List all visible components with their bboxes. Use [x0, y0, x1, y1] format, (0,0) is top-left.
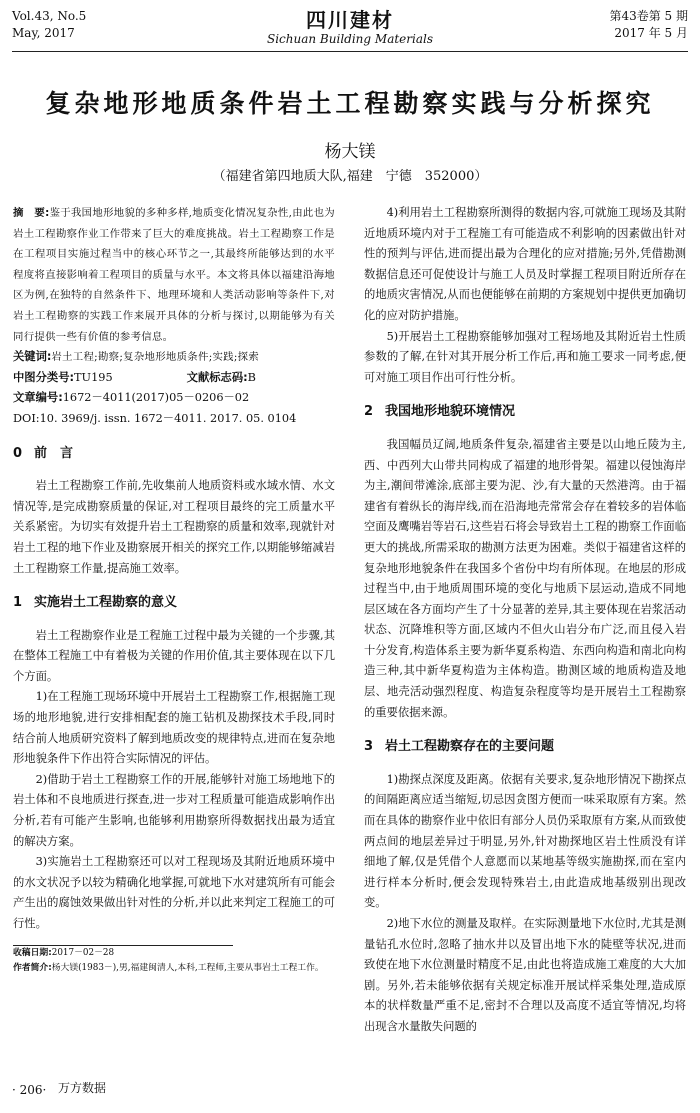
- article-no-label: 文章编号:: [13, 391, 63, 405]
- section-heading-3: [364, 737, 686, 758]
- clc-value: TU195: [74, 370, 113, 384]
- paragraph: 5)开展岩土工程勘察能够加强对工程场地及其附近岩土性质参数的了解,在针对其开展分析工作后,再和施工要求一同考虑,便可对施工项目作出可行性分析。: [364, 329, 686, 384]
- abstract-label: 摘 要:: [13, 207, 50, 219]
- date-cn: 2017 年 5 月: [614, 26, 688, 40]
- section-heading-1: [13, 593, 335, 614]
- doi: DOI:10. 3969/j. issn. 1672－4011. 2017. 05. 0104: [13, 411, 297, 425]
- section-title: 岩土工程勘察存在的主要问题: [385, 739, 555, 755]
- header-center: [12, 8, 688, 46]
- left-column: [13, 203, 335, 976]
- article-no-value: 1672－4011(2017)05－0206－02: [62, 391, 250, 405]
- footnote-author: [13, 961, 335, 976]
- running-header: [12, 8, 688, 52]
- journal-name-en: Sichuan Building Materials: [267, 32, 433, 46]
- abstract: [13, 203, 335, 347]
- section-title: 我国地形地貌环境情况: [385, 404, 516, 420]
- section-number: 3: [364, 739, 374, 755]
- section-title: 实施岩土工程勘察的意义: [34, 595, 178, 611]
- received-date: 2017－02－28: [51, 947, 115, 958]
- paragraph: 岩土工程勘察工作前,先收集前人地质资料或水域水情、水文情况等,是完成勘察质量的保证,对工程项目最终的完工质量水平关系紧密。为切实有效提升岩土工程勘察的质量和效率,现就针对岩土工程的地下作业及勘察展开相关的探究工作,以期能够缩减岩土工程勘察工作量,提高施工效率。: [13, 479, 335, 575]
- received-label: 收稿日期:: [13, 947, 52, 958]
- paragraph: 1)勘探点深度及距离。依据有关要求,复杂地形情况下勘探点的间隔距离应适当缩短,切忌因贪图方便而一味采取原有方案。然而在具体的勘察作业中依旧有部分人员仍采取原有方案,从而致使两点间的地层差异过于明显,另外,针对勘探地区岩土性质没有详细地了解,仅是凭借个人意愿而以某地基等级实施勘探,而在室内进行样本分析时,便会发现特殊岩土,由此造成地基级别出现改变。: [364, 772, 686, 910]
- volume-cn: 第43卷第 5 期: [609, 9, 688, 23]
- article-number-line: [13, 388, 335, 409]
- header-right: [609, 8, 688, 42]
- keywords-text: 岩土工程;勘察;复杂地形地质条件;实践;探索: [51, 351, 260, 364]
- date-en: May, 2017: [12, 26, 75, 40]
- author-name: 杨大镁: [324, 142, 376, 162]
- footnote-received: [13, 946, 335, 961]
- paragraph: 1)在工程施工现场环境中开展岩土工程勘察工作,根据施工现场的地形地貌,进行安排相配套的施工钻机及勘探技术手段,同时结合前人地质研究资料了解到地质改变的规律特点,进而在复杂地形地貌条件下作出符合实际情况的评估。: [13, 690, 335, 766]
- page-number: · 206·: [12, 1083, 47, 1097]
- paragraph: 2)地下水位的测量及取样。在实际测量地下水位时,尤其是测量钻孔水位时,忽略了抽水井以及冒出地下水的陡壁等状况,进而致使在地下水位测量时精度不足,由此也将造成施工难度的大大加剧。另外,若未能够依据有关规定标准开展试样采集处理,造成原本的状样数量严重不足,密封不合理以及高度不适宜等情况,均将出现含水量散失问题的: [364, 917, 686, 1033]
- keywords: [13, 347, 335, 368]
- article-title: 复杂地形地质条件岩土工程勘察实践与分析探究: [45, 89, 655, 118]
- clc-label: 中图分类号:: [13, 370, 75, 384]
- author-bio-label: 作者简介:: [13, 962, 52, 973]
- section-heading-2: [364, 402, 686, 423]
- header-rule: [12, 51, 688, 52]
- paragraph: 我国幅员辽阔,地质条件复杂,福建省主要是以山地丘陵为主,西、中西列大山带共同构成了福建的地形骨架。福建以侵蚀海岸为主,潮间带滩涂,底部主要为泥、沙,有大量的天然港湾。由于福建省有着纵长的海岸线,而在沿海地壳常常会存在着较多的岩体临空面及鹰嘴岩等岩石,这些岩石将会导致岩土工程的勘察工作面临更大的挑战,所需采取的勘测方法更为困难。类似于福建省这样的复杂地形地貌条件在我国多个省份中均有所体现。在地层的形成过程当中,由于地质周围环境的变化与地质下层运动,造成不同地层区域在各方面均产生了十分显著的差异,其主要体现在岩浆活动状态、沉降堆积等方面,区域内不但火山岩分布广泛,而且侵入岩十分发育,构造体系主要为新华夏系构造、东西向构造和南北向构造三种,其中新华夏构造为主体构造。勘测区域的地质构造及地层、地壳活动强烈程度、构造复杂程度等均是开展岩土工程勘察的重要依据来源。: [364, 437, 686, 719]
- section-heading-0: [13, 444, 335, 465]
- abstract-text: 鉴于我国地形地貌的多种多样,地质变化情况复杂性,由此也为岩土工程勘察作业工作带来了巨大的难度挑战。岩土工程勘察工作是在工程项目实施过程当中的核心环节之一,其最终所能够达到的水平程度将直接影响着工程项目的质量与水平。本文将具体以福建沿海地区为例,在独特的自然条件下、地理环境和人类活动影响等条件下,对岩土工程勘察的实践工作来展开具体的分析与探讨,以期能够为有关同行提供一些有价值的参考信息。: [13, 207, 335, 343]
- section-number: 2: [364, 404, 374, 420]
- paragraph: 3)实施岩土工程勘察还可以对工程现场及其附近地质环境中的水文状况予以较为精确化地掌握,可就地下水对建筑所有可能会产生出的腐蚀效果做出针对性的分析,并以此来判定工程施工的可行性。: [13, 855, 335, 930]
- paragraph: 岩土工程勘察作业是工程施工过程中最为关键的一个步骤,其在整体工程施工中有着极为关键的作用价值,其主要体现在以下几个方面。: [13, 628, 335, 683]
- right-column: [364, 203, 686, 1038]
- author-affiliation: （福建省第四地质大队,福建 宁德 352000）: [212, 169, 488, 184]
- volume-en: Vol.43, No.5: [12, 9, 87, 23]
- keywords-label: 关键词:: [13, 350, 52, 364]
- journal-logo: 四川建材: [306, 8, 394, 32]
- classification-line: [13, 368, 335, 389]
- author-bio: 杨大镁(1983－),男,福建闽清人,本科,工程师,主要从事岩土工程工作。: [51, 962, 324, 973]
- paragraph: 2)借助于岩土工程勘察工作的开展,能够针对施工场地地下的岩土体和不良地质进行探查,进一步对工程质量可能造成影响作出分析,若有可能产生影响,也能够利用勘察所得数据找出最为适宜的解决方案。: [13, 772, 335, 848]
- doc-code-label: 文献标志码:: [186, 370, 248, 384]
- doc-code-value: B: [247, 370, 256, 384]
- paragraph: 4)利用岩土工程勘察所测得的数据内容,可就施工现场及其附近地质环境内对于工程施工有可能造成不利影响的因素做出针对性的预判与评估,进而提出最为合理化的应对措施;另外,凭借勘测数据信息还可促使设计与施工人员及时掌握工程项目附近所存在的地质灾害情况,从而也便能够在前期的方案规划中提供更加确切化的应对防护措施。: [364, 206, 686, 322]
- wanfang-watermark: 万方数据: [58, 1081, 107, 1095]
- section-number: 1: [13, 595, 23, 611]
- section-number: 0: [13, 445, 23, 461]
- section-title: 前 言: [34, 445, 74, 461]
